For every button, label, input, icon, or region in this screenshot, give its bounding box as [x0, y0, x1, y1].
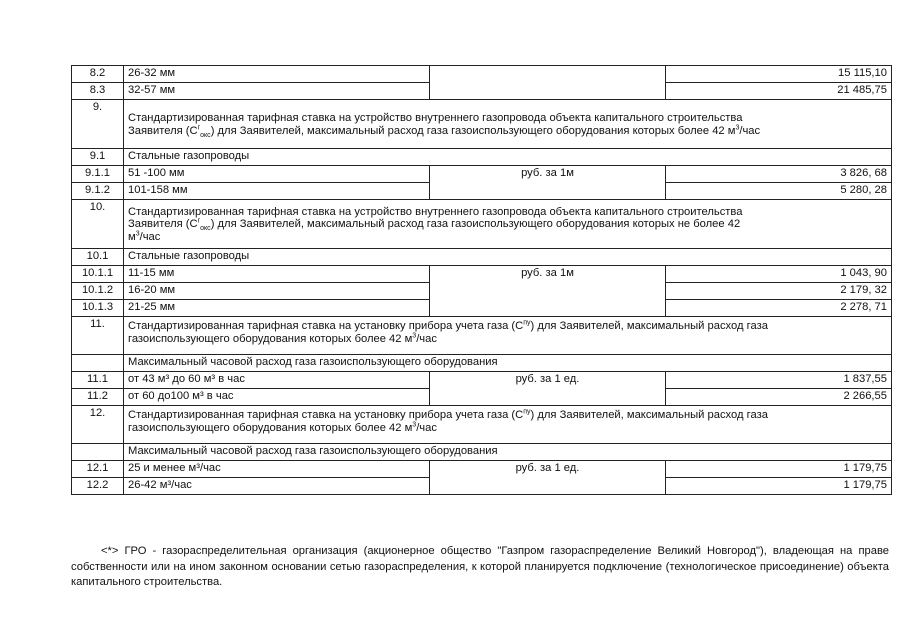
unit-cell: руб. за 1м: [430, 266, 666, 317]
section-number: 9.: [72, 100, 124, 149]
row-number: [72, 355, 124, 372]
row-number: 11.2: [72, 389, 124, 406]
row-name: 51 -100 мм: [124, 166, 430, 183]
table-row: [72, 461, 892, 478]
row-name: 26-42 м³/час: [124, 478, 430, 495]
section-number: 12.: [72, 406, 124, 444]
row-value: 1 043, 90: [666, 266, 892, 283]
row-name: Стальные газопроводы: [124, 149, 892, 166]
section-description: Стандартизированная тарифная ставка на установку прибора учета газа $(С^{пу})$ для Заявителей, максимальный расход газа газоиспользующего оборудования которых более 42 $м^3$/час: [124, 317, 892, 355]
subsection-title: Максимальный часовой расход газа газоиспользующего оборудования: [124, 444, 892, 461]
row-number: 8.2: [72, 66, 124, 83]
table-row: [72, 355, 892, 372]
row-number: 9.1: [72, 149, 124, 166]
section-row: [72, 406, 892, 444]
table-row: [72, 66, 892, 83]
table-row: [72, 249, 892, 266]
row-name: 16-20 мм: [124, 283, 430, 300]
section-row: [72, 100, 892, 149]
tariff-table: [71, 65, 892, 495]
row-number: 10.1: [72, 249, 124, 266]
section-description: Стандартизированная тарифная ставка на устройство внутреннего газопровода объекта капитального строительства Заявителя $(С^г_{окс})$ для Заявителей, максимальный расход газа газоиспользующего оборудования которых не более 42 $м^3$/час: [124, 200, 892, 249]
row-value: 5 280, 28: [666, 183, 892, 200]
row-name: от 60 до100 м³ в час: [124, 389, 430, 406]
row-value: 2 278, 71: [666, 300, 892, 317]
row-name: 11-15 мм: [124, 266, 430, 283]
row-number: 10.1.2: [72, 283, 124, 300]
row-number: [72, 444, 124, 461]
table-row: [72, 444, 892, 461]
section-row: [72, 317, 892, 355]
row-number: 8.3: [72, 83, 124, 100]
row-value: 21 485,75: [666, 83, 892, 100]
subsection-title: Максимальный часовой расход газа газоиспользующего оборудования: [124, 355, 892, 372]
row-value: 3 826, 68: [666, 166, 892, 183]
unit-cell: руб. за 1 ед.: [430, 461, 666, 495]
unit-cell: руб. за 1м: [430, 166, 666, 200]
section-number: 10.: [72, 200, 124, 249]
row-number: 9.1.2: [72, 183, 124, 200]
row-number: 11.1: [72, 372, 124, 389]
row-name: 25 и менее м³/час: [124, 461, 430, 478]
row-value: 1 179,75: [666, 478, 892, 495]
row-name: 101-158 мм: [124, 183, 430, 200]
row-value: 2 266,55: [666, 389, 892, 406]
section-number: 11.: [72, 317, 124, 355]
row-number: 10.1.1: [72, 266, 124, 283]
table-row: [72, 166, 892, 183]
row-number: 12.1: [72, 461, 124, 478]
row-number: 10.1.3: [72, 300, 124, 317]
row-value: 15 115,10: [666, 66, 892, 83]
table-row: [72, 266, 892, 283]
row-number: 12.2: [72, 478, 124, 495]
section-description: Стандартизированная тарифная ставка на установку прибора учета газа $(С^{пу})$ для Заявителей, максимальный расход газа газоиспользующего оборудования которых более 42 $м^3$/час: [124, 406, 892, 444]
table-row: [72, 372, 892, 389]
row-value: 2 179, 32: [666, 283, 892, 300]
section-description: Стандартизированная тарифная ставка на устройство внутреннего газопровода объекта капитального строительства Заявителя $(С^г_{окс})$ для Заявителей, максимальный расход газа газоиспользующего оборудования которых более 42 $м^3$/час: [124, 100, 892, 149]
unit-cell: [430, 66, 666, 100]
row-name: 21-25 мм: [124, 300, 430, 317]
row-name: 32-57 мм: [124, 83, 430, 100]
row-value: 1 837,55: [666, 372, 892, 389]
row-name: 26-32 мм: [124, 66, 430, 83]
row-value: 1 179,75: [666, 461, 892, 478]
footnote: <*> ГРО - газораспределительная организация (акционерное общество "Газпром газораспределение Великий Новгород"), владеющая на праве собственности или на ином законном основании сетью газораспределения, к которой планируется подключение (технологическое присоединение) объекта капитального строительства.: [71, 545, 889, 588]
row-name: Стальные газопроводы: [124, 249, 892, 266]
row-name: от 43 м³ до 60 м³ в час: [124, 372, 430, 389]
table-row: [72, 149, 892, 166]
section-row: [72, 200, 892, 249]
row-number: 9.1.1: [72, 166, 124, 183]
unit-cell: руб. за 1 ед.: [430, 372, 666, 406]
